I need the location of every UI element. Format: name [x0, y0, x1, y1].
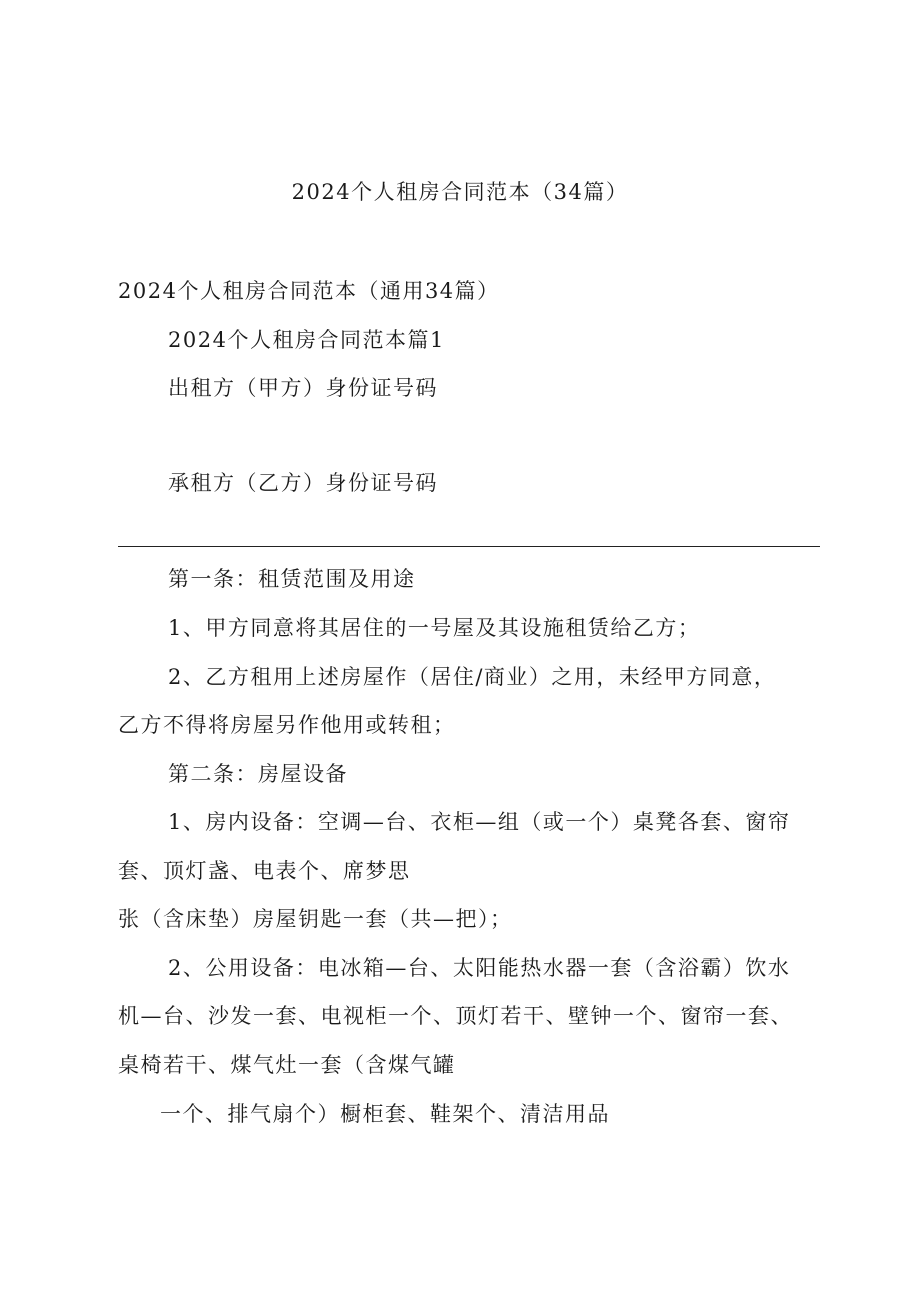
document-title: 2024个人租房合同范本（34篇）	[291, 180, 629, 204]
horizontal-rule	[118, 546, 820, 547]
article2-item2-line3: 桌椅若干、煤气灶一套（含煤气罐	[118, 1053, 456, 1077]
article2-heading: 第二条：房屋设备	[168, 762, 348, 786]
article1-item1: 1、甲方同意将其居住的一号屋及其设施租赁给乙方；	[168, 616, 701, 640]
article1-item2-line1: 2、乙方租用上述房屋作（居住/商业）之用，未经甲方同意，	[168, 665, 777, 689]
lessee-line: 承租方（乙方）身份证号码	[168, 471, 438, 495]
document-subtitle: 2024个人租房合同范本（通用34篇）	[118, 279, 500, 303]
article2-item1-line2: 套、顶灯盏、电表个、席梦思	[118, 859, 411, 883]
article2-item1-line1: 1、房内设备：空调—台、衣柜—组（或一个）桌凳各套、窗帘	[168, 810, 791, 834]
article1-item2-line2: 乙方不得将房屋另作他用或转租；	[118, 713, 456, 737]
article2-item1-line3: 张（含床垫）房屋钥匙一套（共—把）；	[118, 907, 513, 931]
article2-item2-line1: 2、公用设备：电冰箱—台、太阳能热水器一套（含浴霸）饮水	[168, 956, 791, 980]
section-heading: 2024个人租房合同范本篇1	[168, 328, 445, 352]
lessor-line: 出租方（甲方）身份证号码	[168, 376, 438, 400]
article2-item2-line4: 一个、排气扇个）橱柜套、鞋架个、清洁用品	[160, 1102, 610, 1126]
article2-item2-line2: 机—台、沙发一套、电视柜一个、顶灯若干、壁钟一个、窗帘一套、	[118, 1004, 793, 1028]
article1-heading: 第一条：租赁范围及用途	[168, 567, 416, 591]
